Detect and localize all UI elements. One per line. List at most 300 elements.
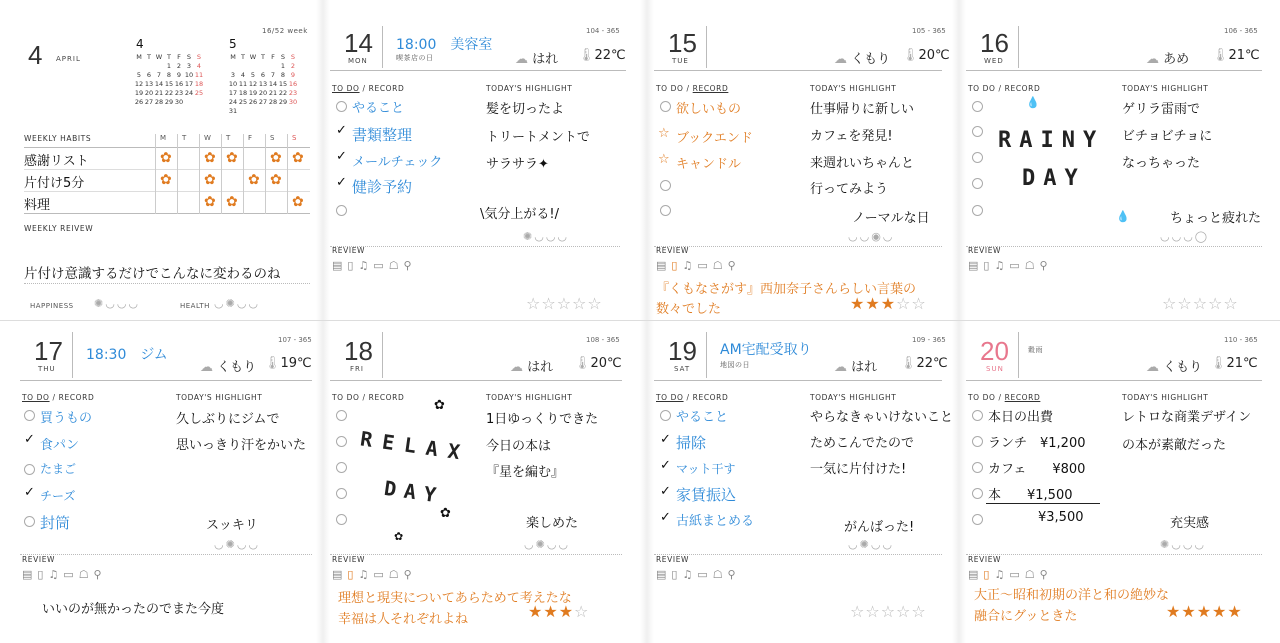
cal-date xyxy=(258,106,268,115)
todo-circle[interactable] xyxy=(660,101,671,112)
cal-date xyxy=(154,61,164,70)
day-of-week: SAT xyxy=(674,365,691,373)
cal-head: S xyxy=(280,52,286,61)
mood-faces-icon: ✺◡◡◡ xyxy=(94,297,141,310)
todo-circle[interactable] xyxy=(336,410,347,421)
cal-date: 22 xyxy=(164,88,174,97)
flower-doodle-icon: ✿ xyxy=(440,506,451,521)
highlight-label: TODAY'S HIGHLIGHT xyxy=(486,84,573,93)
todo-circle[interactable] xyxy=(972,410,983,421)
cal-date: 6 xyxy=(146,70,152,79)
rating-stars: ★★★★★ xyxy=(1166,602,1243,621)
cal-date xyxy=(268,61,278,70)
todo-circle[interactable] xyxy=(336,436,347,447)
cal-date: 11 xyxy=(238,79,248,88)
label-slash: / xyxy=(995,84,1005,93)
mood-faces-icon: ◡✺◡◡ xyxy=(214,297,261,310)
cal-head: T xyxy=(167,52,171,61)
review-text: 大正〜昭和初期の洋と和の絶妙な xyxy=(974,588,1170,603)
day-counter: 110 - 365 xyxy=(1224,336,1258,344)
review-text: 理想と現実についてあらためて考えたな xyxy=(338,591,572,606)
todo-circle[interactable] xyxy=(660,180,671,191)
flower-stamp-icon: ✿ xyxy=(226,194,238,210)
highlight-label: TODAY'S HIGHLIGHT xyxy=(810,393,897,402)
day-of-week: TUE xyxy=(672,57,689,65)
cal-head: F xyxy=(271,52,275,61)
todo-circle[interactable] xyxy=(972,205,983,216)
cal-date: 16 xyxy=(288,79,298,88)
cal-date xyxy=(248,61,258,70)
cal-date: 2 xyxy=(290,61,296,70)
weather: ☁ くもり xyxy=(834,52,891,67)
habits-title: WEEKLY HABITS xyxy=(24,134,92,143)
record-item: キャンドル xyxy=(676,157,742,172)
mood-faces-icon: ✺◡◡◡ xyxy=(1160,538,1207,551)
todo-item: メールチェック xyxy=(352,155,443,170)
habit-2: 片付け5分 xyxy=(24,176,85,191)
todo-record-label xyxy=(332,393,404,402)
todo-item: 古紙まとめる xyxy=(676,514,755,529)
highlight-line: 来週れいちゃんと xyxy=(810,156,915,171)
highlight-label: TODAY'S HIGHLIGHT xyxy=(486,393,573,402)
schedule-title: 18:00 美容室 xyxy=(396,37,493,53)
highlight-line: 行ってみよう xyxy=(810,182,889,197)
page-gutter xyxy=(316,0,330,643)
cal-date: 11 xyxy=(194,70,204,79)
day-of-week: FRI xyxy=(350,365,364,373)
cal-date: 12 xyxy=(134,79,144,88)
highlight-line: トリートメントで xyxy=(486,130,590,145)
record-label: RECORD xyxy=(58,393,95,402)
weather-text: くもり xyxy=(217,360,257,375)
day-cell-16 xyxy=(966,0,1266,320)
cal-date: 30 xyxy=(174,97,184,106)
cal-date: 10 xyxy=(228,79,238,88)
record-item: カフェ ¥800 xyxy=(988,462,1086,477)
todo-circle[interactable] xyxy=(24,410,35,421)
day-counter: 104 - 365 xyxy=(586,27,620,35)
cal-date xyxy=(278,106,288,115)
day-cell-20 xyxy=(966,322,1266,643)
day-of-week: WED xyxy=(984,57,1004,65)
cal-date xyxy=(238,61,248,70)
cal-date: 22 xyxy=(278,88,288,97)
cal-date: 31 xyxy=(228,106,238,115)
rating-stars: ☆☆☆☆☆ xyxy=(1162,294,1239,313)
todo-label: TO DO xyxy=(656,393,684,402)
relax-day-text: RELAX xyxy=(358,426,472,466)
cal-date: 13 xyxy=(258,79,268,88)
habit-col-line xyxy=(155,134,156,214)
highlight-line: 髪を切ったよ xyxy=(486,102,565,117)
day-number: 19 xyxy=(668,336,697,366)
day-number: 16 xyxy=(980,28,1009,58)
todo-circle[interactable] xyxy=(336,462,347,473)
cal-date: 19 xyxy=(248,88,258,97)
highlight-line: 仕事帰りに新しい xyxy=(810,102,915,117)
cal-date: 24 xyxy=(228,97,238,106)
date-divider xyxy=(706,26,707,68)
highlight-note: がんばった! xyxy=(844,520,915,535)
mood-faces-icon: ◡◡◡◯ xyxy=(1160,230,1210,243)
rating-stars: ☆☆☆☆☆ xyxy=(526,294,603,313)
cal-head: M xyxy=(230,52,236,61)
highlight-line: 一気に片付けた! xyxy=(810,462,907,477)
category-icons: ▤▯♫▭☖⚲ xyxy=(332,259,417,272)
cal-date: 5 xyxy=(136,70,142,79)
day-counter: 107 - 365 xyxy=(278,336,312,344)
highlight-line: 思いっきり汗をかいた xyxy=(176,438,307,453)
row-divider xyxy=(0,320,1280,321)
cal-date: 15 xyxy=(278,79,288,88)
weather-text: あめ xyxy=(1163,52,1190,67)
header-rule xyxy=(966,380,1262,381)
cal-date: 25 xyxy=(194,88,204,97)
happiness-label: HAPPINESS xyxy=(30,302,74,310)
day-cell-17 xyxy=(20,322,316,643)
flower-stamp-icon: ✿ xyxy=(204,150,216,166)
cal-date xyxy=(288,106,298,115)
day-event-label: 地図の日 xyxy=(720,361,750,369)
cal-head: T xyxy=(147,52,151,61)
cal-date: 28 xyxy=(154,97,164,106)
category-icons: ▤▯♫▭☖⚲ xyxy=(968,568,1053,581)
header-rule xyxy=(654,380,942,381)
highlight-line: の本が素敵だった xyxy=(1122,438,1227,453)
habit-day-label: F xyxy=(248,134,253,142)
weather-text: はれ xyxy=(532,52,559,67)
review-text: 『くもなさがす』西加奈子さんらしい言葉の xyxy=(656,282,917,297)
day-event-label: 穀雨 xyxy=(1028,346,1043,354)
record-label: RECORD xyxy=(1004,393,1041,402)
dotted-line xyxy=(20,554,312,555)
weather-text: くもり xyxy=(851,52,891,67)
check-icon: ✓ xyxy=(24,485,35,500)
cal-date: 23 xyxy=(288,88,298,97)
highlight-line: ためこんでたので xyxy=(810,436,915,451)
record-item: ランチ ¥1,200 xyxy=(988,436,1086,451)
todo-item: やること xyxy=(676,410,729,425)
cal-date xyxy=(238,106,248,115)
todo-item: チーズ xyxy=(40,489,76,503)
todo-circle[interactable] xyxy=(660,410,671,421)
temperature: 🌡19℃ xyxy=(264,356,312,371)
cal-date: 16 xyxy=(174,79,184,88)
record-total: ¥3,500 xyxy=(1038,510,1084,525)
review-text: 幸福は人それぞれよね xyxy=(338,612,469,627)
cal-may-month: 5 xyxy=(229,37,237,51)
category-icons: ▤▯♫▭☖⚲ xyxy=(22,568,107,581)
cal-date: 27 xyxy=(258,97,268,106)
temperature-text: 22℃ xyxy=(594,48,626,63)
todo-item: やること xyxy=(352,101,405,116)
weather: ☁ くもり xyxy=(1146,360,1203,375)
highlight-line: レトロな商業デザイン xyxy=(1122,410,1252,425)
cal-date: 6 xyxy=(260,70,266,79)
check-icon: ✓ xyxy=(336,123,347,138)
label-slash: / xyxy=(49,393,59,402)
highlight-line: なっちゃった xyxy=(1122,156,1201,171)
todo-record-label xyxy=(656,393,728,402)
check-icon: ✓ xyxy=(336,175,347,190)
category-icons: ▤▯♫▭☖⚲ xyxy=(332,568,417,581)
cal-date: 7 xyxy=(270,70,276,79)
habit-col-line xyxy=(287,134,288,214)
relax-day-text: DAY xyxy=(382,475,446,509)
habit-col-line xyxy=(221,134,222,214)
todo-circle[interactable] xyxy=(972,436,983,447)
review-label: REVIEW xyxy=(332,555,366,564)
flower-stamp-icon: ✿ xyxy=(160,150,172,166)
cal-head: M xyxy=(136,52,142,61)
day-of-week: THU xyxy=(38,365,56,373)
habit-col-line xyxy=(199,134,200,214)
date-divider xyxy=(1018,332,1019,378)
highlight-note: 充実感 xyxy=(1170,516,1210,531)
highlight-note: ちょっと疲れた xyxy=(1170,211,1262,226)
habit-day-label: W xyxy=(204,134,212,142)
temperature-text: 22℃ xyxy=(916,356,948,371)
todo-circle[interactable] xyxy=(972,152,983,163)
todo-circle[interactable] xyxy=(972,126,983,137)
flower-stamp-icon: ✿ xyxy=(160,172,172,188)
day-number: 17 xyxy=(34,336,63,366)
day-of-week: SUN xyxy=(986,365,1004,373)
label-slash: / xyxy=(683,393,693,402)
highlight-line: 久しぶりにジムで xyxy=(176,412,280,427)
label-slash: / xyxy=(683,84,693,93)
cal-head: F xyxy=(177,52,181,61)
day-cell-19 xyxy=(654,322,954,643)
weather-text: くもり xyxy=(1163,360,1203,375)
todo-item: 掃除 xyxy=(676,434,707,452)
temperature-text: 19℃ xyxy=(280,356,312,371)
cal-date xyxy=(228,61,238,70)
week-day-number: 4 xyxy=(28,40,43,70)
habit-line xyxy=(24,213,310,214)
todo-circle[interactable] xyxy=(972,488,983,499)
cal-date: 17 xyxy=(228,88,238,97)
check-icon: ✓ xyxy=(660,458,671,473)
week-counter: 16/52 week xyxy=(262,27,308,35)
header-rule xyxy=(330,70,626,71)
mood-faces-icon: ◡✺◡◡ xyxy=(524,538,571,551)
cal-date: 30 xyxy=(288,97,298,106)
page-gutter xyxy=(640,0,654,643)
highlight-line: ビチョビチョに xyxy=(1122,129,1213,144)
day-number: 20 xyxy=(980,336,1009,366)
highlight-line: 今日の本は xyxy=(486,439,552,454)
dotted-line xyxy=(654,554,942,555)
cal-date: 26 xyxy=(134,97,144,106)
cal-date: 8 xyxy=(166,70,172,79)
todo-item: 書類整理 xyxy=(352,126,413,144)
todo-circle[interactable] xyxy=(972,514,983,525)
mood-faces-icon: ✺◡◡◡ xyxy=(523,230,570,243)
todo-circle[interactable] xyxy=(24,464,35,475)
habit-col-line xyxy=(243,134,244,214)
review-label: REVIEW xyxy=(332,246,366,255)
record-label: RECORD xyxy=(368,393,405,402)
habit-day-label: M xyxy=(160,134,167,142)
todo-record-label xyxy=(22,393,94,402)
weather: ☁ はれ xyxy=(515,52,559,67)
highlight-label: TODAY'S HIGHLIGHT xyxy=(1122,393,1209,402)
todo-item: たまご xyxy=(40,462,77,476)
highlight-note: 楽しめた xyxy=(526,516,579,531)
record-item: ブックエンド xyxy=(676,131,753,146)
weekly-review-text: 片付け意識するだけでこんなに変わるのね xyxy=(24,266,281,282)
header-rule xyxy=(966,70,1262,71)
todo-label: TO DO xyxy=(968,393,996,402)
flower-stamp-icon: ✿ xyxy=(226,150,238,166)
weather-text: はれ xyxy=(527,360,554,375)
category-icons: ▤▯♫▭☖⚲ xyxy=(968,259,1053,272)
todo-item: 買うもの xyxy=(40,411,93,426)
highlight-line: カフェを発見! xyxy=(810,129,893,144)
cal-date: 4 xyxy=(240,70,246,79)
raindrop-icon: 💧 xyxy=(1026,96,1040,109)
cal-date: 7 xyxy=(156,70,162,79)
cal-date: 25 xyxy=(238,97,248,106)
cal-date: 23 xyxy=(174,88,184,97)
day-counter: 108 - 365 xyxy=(586,336,620,344)
cal-date: 29 xyxy=(164,97,174,106)
day-event-label: 喫茶店の日 xyxy=(396,54,434,62)
todo-record-label xyxy=(968,393,1040,402)
cal-date: 20 xyxy=(144,88,154,97)
review-text: 数々でした xyxy=(656,302,722,317)
review-label: REVIEW xyxy=(968,555,1002,564)
review-label: REVIEW xyxy=(656,555,690,564)
dotted-line xyxy=(966,246,1262,247)
dotted-line xyxy=(330,246,620,247)
flower-stamp-icon: ✿ xyxy=(204,194,216,210)
todo-circle[interactable] xyxy=(660,205,671,216)
todo-circle[interactable] xyxy=(336,205,347,216)
todo-label: TO DO xyxy=(332,84,360,93)
highlight-line: サラサラ✦ xyxy=(486,157,549,172)
day-of-week: MON xyxy=(348,57,368,65)
record-item: 本 ¥1,500 xyxy=(988,488,1073,503)
cal-date xyxy=(194,97,204,106)
todo-circle[interactable] xyxy=(972,462,983,473)
todo-record-label xyxy=(332,84,404,93)
todo-label: TO DO xyxy=(656,84,684,93)
cal-date: 27 xyxy=(144,97,154,106)
highlight-line: 『星を編む』 xyxy=(486,465,565,480)
day-counter: 105 - 365 xyxy=(912,27,946,35)
cal-date: 9 xyxy=(290,70,296,79)
category-icons: ▤▯♫▭☖⚲ xyxy=(656,568,741,581)
habit-col-line xyxy=(177,134,178,214)
habit-3: 料理 xyxy=(24,198,51,213)
day-number: 18 xyxy=(344,336,373,366)
habit-day-label: S xyxy=(292,134,297,142)
highlight-label: TODAY'S HIGHLIGHT xyxy=(176,393,263,402)
day-number: 14 xyxy=(344,28,373,58)
cal-date: 29 xyxy=(278,97,288,106)
todo-label: TO DO xyxy=(332,393,360,402)
todo-circle[interactable] xyxy=(972,178,983,189)
todo-record-label xyxy=(968,84,1040,93)
cal-head: T xyxy=(261,52,265,61)
header-rule xyxy=(20,380,312,381)
cal-date: 14 xyxy=(268,79,278,88)
habit-day-label: T xyxy=(182,134,187,142)
label-slash: / xyxy=(995,393,1005,402)
habit-line xyxy=(24,191,310,192)
todo-circle[interactable] xyxy=(336,101,347,112)
todo-circle[interactable] xyxy=(24,516,35,527)
flower-stamp-icon: ✿ xyxy=(270,150,282,166)
todo-circle[interactable] xyxy=(336,488,347,499)
cal-head: W xyxy=(155,52,163,61)
cal-date: 20 xyxy=(258,88,268,97)
temperature-text: 21℃ xyxy=(1226,356,1258,371)
record-label: RECORD xyxy=(368,84,405,93)
record-label: RECORD xyxy=(1004,84,1041,93)
review-text: いいのが無かったのでまた今度 xyxy=(42,602,225,617)
todo-label: TO DO xyxy=(22,393,50,402)
review-label: REVIEW xyxy=(656,246,690,255)
record-item: 本日の出費 xyxy=(988,410,1054,425)
todo-item: 家賃振込 xyxy=(676,486,737,504)
dotted-line xyxy=(330,554,622,555)
highlight-label: TODAY'S HIGHLIGHT xyxy=(1122,84,1209,93)
cal-date: 1 xyxy=(280,61,286,70)
day-number: 15 xyxy=(668,28,697,58)
flower-stamp-icon: ✿ xyxy=(204,172,216,188)
review-label: REVIEW xyxy=(22,555,56,564)
cal-date: 15 xyxy=(164,79,174,88)
todo-record-label xyxy=(656,84,728,93)
check-icon: ✓ xyxy=(660,432,671,447)
highlight-line: ゲリラ雷雨で xyxy=(1122,102,1201,117)
label-slash: / xyxy=(359,84,369,93)
week-month: APRIL xyxy=(56,55,81,63)
rating-stars: ★★★☆ xyxy=(528,602,590,621)
highlight-note: スッキリ xyxy=(206,518,258,533)
cal-date: 2 xyxy=(176,61,182,70)
raindrop-icon: 💧 xyxy=(1116,210,1130,223)
cal-date: 4 xyxy=(196,61,202,70)
cal-date xyxy=(184,97,194,106)
habit-line xyxy=(24,147,310,148)
cal-date xyxy=(248,106,258,115)
day-cell-18 xyxy=(330,322,626,643)
day-cell-14 xyxy=(330,0,626,320)
todo-circle[interactable] xyxy=(336,514,347,525)
check-icon: ✓ xyxy=(24,432,35,447)
header-rule xyxy=(654,70,942,71)
check-icon: ✓ xyxy=(660,484,671,499)
todo-label: TO DO xyxy=(968,84,996,93)
cal-date: 24 xyxy=(184,88,194,97)
cal-date: 13 xyxy=(144,79,154,88)
weather: ☁ はれ xyxy=(510,360,554,375)
flower-stamp-icon: ✿ xyxy=(292,194,304,210)
label-slash: / xyxy=(359,393,369,402)
mini-calendar-april xyxy=(134,52,204,106)
rainy-day-text: RAINY xyxy=(998,128,1105,153)
cal-date: 12 xyxy=(248,79,258,88)
temperature: 🌡22℃ xyxy=(900,356,948,371)
cal-date: 17 xyxy=(184,79,194,88)
cal-date: 9 xyxy=(176,70,182,79)
todo-circle[interactable] xyxy=(972,101,983,112)
dotted-line xyxy=(966,554,1262,555)
